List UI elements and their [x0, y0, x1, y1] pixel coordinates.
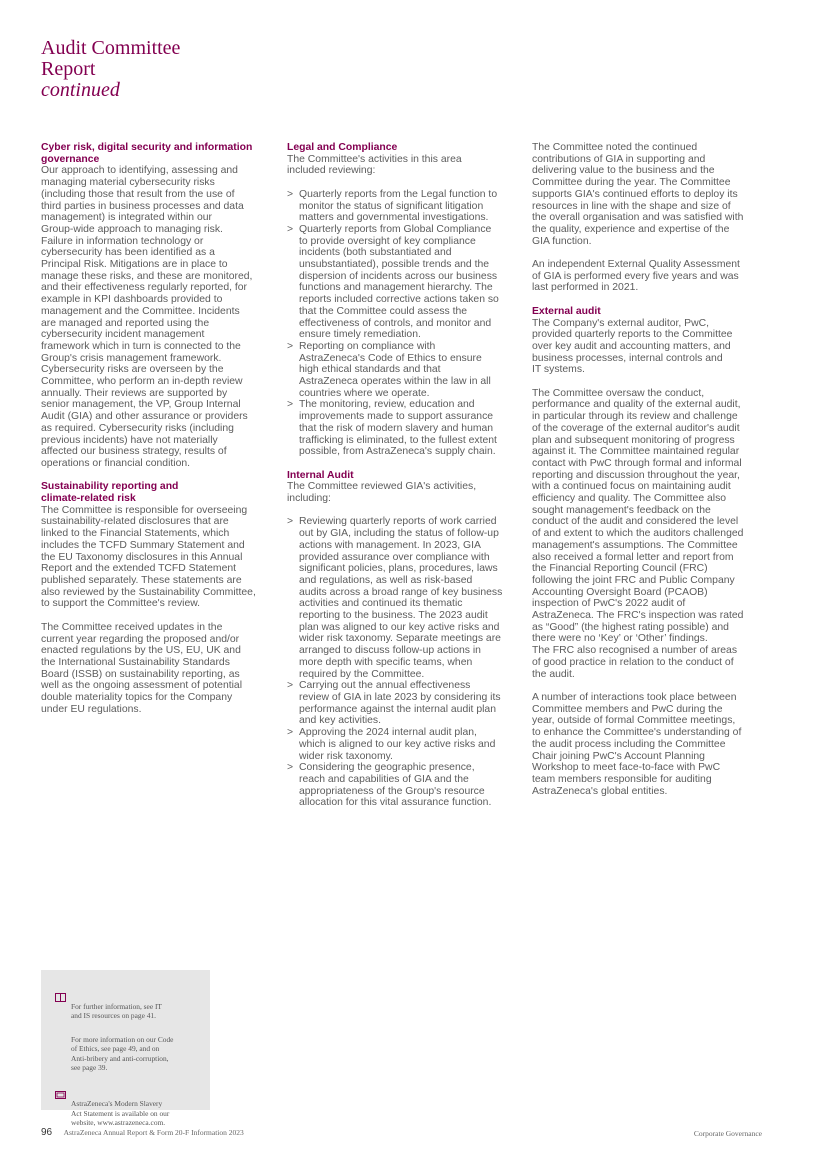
info-item-it-is	[55, 983, 200, 1021]
section-sustainability	[41, 481, 274, 715]
page-number: 96	[41, 1127, 53, 1138]
further-information-box	[41, 970, 210, 1128]
heading-external-audit: External audit	[532, 305, 601, 317]
bullet-marker: >	[287, 680, 294, 692]
info-item-code-of-ethics	[55, 1026, 200, 1073]
column-2	[287, 142, 520, 821]
publication-title: AstraZeneca Annual Report & Form 20-F Information 2023	[63, 1128, 244, 1137]
book-icon	[55, 984, 66, 1005]
screen-icon	[55, 1082, 66, 1103]
list-internal-audit	[287, 516, 520, 809]
section-name: Corporate Governance	[693, 1129, 762, 1138]
list-item: > Reporting on compliance with AstraZeneca's Code of Ethics to ensure high ethical standards and that AstraZeneca operates within the law in all countries where we operate.	[287, 340, 491, 399]
heading-legal-compliance: Legal and Compliance	[287, 142, 398, 153]
bullet-marker: >	[287, 399, 294, 411]
paragraph-interactions: A number of interactions took place between Committee members and PwC during the year, outside of formal Committee meetings, to enhance the Committee's understanding of the audit process including the Committee Chair joining PwC's Account Planning Workshop to meet face-to-face with PwC team members responsible for auditing AstraZeneca's global entities.	[532, 691, 742, 797]
list-item: > Considering the geographic presence, reach and capabilities of GIA and the appropriateness of the Group's resource allocation for this vital assurance function.	[287, 762, 492, 809]
paragraph-committee-oversight: The Committee oversaw the conduct, performance and quality of the external audit, in particular through its review and challenge of the coverage of the external auditor's audit plan and subsequent monitoring of progress against it. The Committee maintained regular contact with PwC through formal and informal reporting and discussion throughout the year, with a continued focus on maintaining audit efficiency and quality. The Committee also sought management's feedback on the conduct of the audit and considered the level of and extent to which the auditors challenged management's assumptions. The Committee also received a formal letter and report from the Financial Reporting Council (FRC) following the joint FRC and Public Company Accounting Oversight Board (PCAOB) inspection of PwC's 2022 audit of AstraZeneca. The FRC's inspection was rated as “Good” (the highest rating possible) and there were no ‘Key’ or ‘Other’ findings. The FRC also recognised a number of areas of good practice in relation to the conduct of the audit.	[532, 387, 744, 680]
heading-sustainability: Sustainability reporting and climate-related risk	[41, 481, 179, 505]
paragraph-external-auditor: The Company's external auditor, PwC, provided quarterly reports to the Committee over key audit and accounting matters, and business processes, internal controls and IT systems.	[532, 317, 733, 376]
list-item: > Quarterly reports from Global Compliance to provide oversight of key compliance incidents (both substantiated and unsubstantiated), possible trends and the dispersion of incidents across our business functions and management hierarchy. The reports included corrective actions taken so that the Committee could assess the effectiveness of controls, and monitor and ensure timely remediation.	[287, 223, 499, 341]
title-continued: continued	[41, 79, 120, 101]
bullet-marker: >	[287, 727, 294, 739]
paragraph-cyber-risk: Our approach to identifying, assessing and managing material cybersecurity risks (including those that result from the use of third parties in business processes and data management) is integrated within our Group-wide approach to managing risk. Failure in information technology or cybersecurity has been identified as a Principal Risk. Mitigations are in place to manage these risks, and these are monitored, and their effectiveness regularly reported, for example in KPI dashboards provided to management and the Committee. Incidents are managed and reported using the cybersecurity incident management framework which in turn is connected to the Group's crisis management framework. Cybersecurity risks are overseen by the Committee, who perform an in-depth review annually. Their reviews are supported by senior management, the VP, Group Internal Audit (GIA) and other assurance or providers as required. Cybersecurity risks (including previous incidents) have not materially affected our business strategy, results of operations or financial condition.	[41, 165, 253, 469]
paragraph-gia-contributions: The Committee noted the continued contributions of GIA in supporting and delivering value to the business and the Committee during the year. The Committee supports GIA's continued efforts to deploy its resources in line with the shape and size of the overall organisation and was satisfied with the quality, experience and expertise of the GIA function.	[532, 142, 744, 247]
list-item: > Quarterly reports from the Legal function to monitor the status of significant litigation matters and governmental investigations.	[287, 188, 498, 224]
column-3	[532, 142, 765, 797]
bullet-marker: >	[287, 223, 294, 235]
heading-internal-audit: Internal Audit	[287, 469, 354, 481]
page-footer	[41, 1127, 762, 1138]
list-item: > The monitoring, review, education and improvements made to support assurance that the risk of modern slavery and human trafficking is eliminated, to the fullest extent possible, from AstraZeneca's supply chain.	[287, 399, 497, 458]
list-item: > Approving the 2024 internal audit plan, which is aligned to our key active risks and wider risk taxonomy.	[287, 727, 496, 762]
list-item: > Reviewing quarterly reports of work carried out by GIA, including the status of follow-up actions with management. In 2023, GIA provided assurance over compliance with significant policies, plans, procedures, laws and regulations, as well as risk-based audits across a broad range of key business activities and continued its thematic reporting to the business. The 2023 audit plan was aligned to our key active risks and wider risk taxonomy. Separate meetings are arranged to discuss follow-up actions in more depth with specific teams, when required by the Committee.	[287, 516, 503, 680]
heading-cyber-risk: Cyber risk, digital security and information governance	[41, 142, 253, 165]
info-text-it-is: For further information, see IT and IS resources on page 41.	[71, 1001, 162, 1021]
info-item-modern-slavery	[55, 1081, 200, 1128]
title-line-2: Report	[41, 58, 96, 80]
paragraph-sustainability-2: The Committee received updates in the current year regarding the proposed and/or enacted regulations by the US, EU, UK and the International Sustainability Standards Board (ISSB) on sustainability reporting, as well as the ongoing assessment of potential double materiality topics for the Company under EU regulations.	[41, 621, 243, 715]
bullet-marker: >	[287, 762, 294, 774]
section-cyber-risk	[41, 142, 274, 470]
paragraph-sustainability-1: The Committee is responsible for overseeing sustainability-related disclosures that are linked to the Financial Statements, which includes the TCFD Summary Statement and the EU Taxonomy disclosures in this Annual Report and the extended TCFD Statement published separately. These statements are also reviewed by the Sustainability Committee, to support the Committee's review.	[41, 504, 256, 610]
bullet-marker: >	[287, 340, 294, 352]
bullet-marker: >	[287, 516, 294, 528]
paragraph-eqa: An independent External Quality Assessment of GIA is performed every five years and was last performed in 2021.	[532, 259, 740, 294]
column-1	[41, 142, 274, 727]
list-item: > Carrying out the annual effectiveness review of GIA in late 2023 by considering its performance against the internal audit plan and key activities.	[287, 680, 501, 727]
intro-internal-audit: The Committee reviewed GIA's activities, including:	[287, 481, 477, 505]
list-legal-compliance	[287, 189, 520, 458]
info-text-modern-slavery: AstraZeneca's Modern Slavery Act Statement is available on our website, www.astrazeneca.com.	[71, 1099, 170, 1128]
bullet-marker: >	[287, 188, 294, 200]
info-text-code-of-ethics: For more information on our Code of Ethics, see page 49, and on Anti-bribery and anti-corruption, see page 39.	[71, 1035, 174, 1073]
page-title	[41, 38, 301, 101]
intro-legal-compliance: The Committee's activities in this area included reviewing:	[287, 153, 462, 177]
title-line-1: Audit Committee	[41, 37, 181, 59]
